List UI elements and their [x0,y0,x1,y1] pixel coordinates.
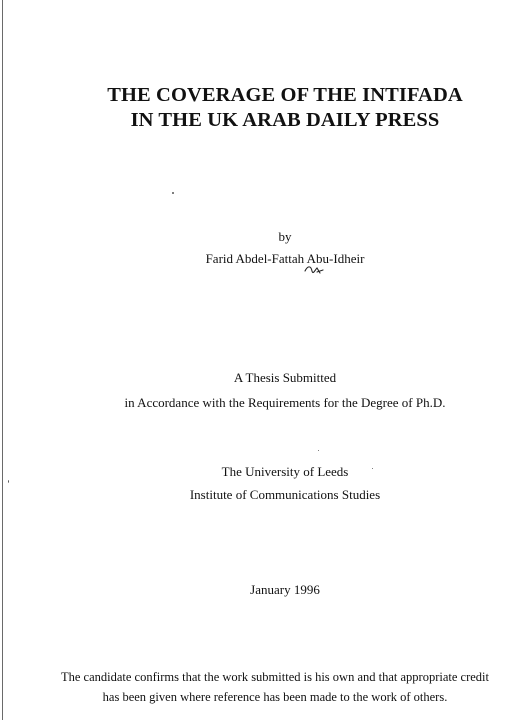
university-name: The University of Leeds [221,464,349,479]
author-name: Farid Abdel-Fattah Abu-Idheir [205,251,365,266]
thesis-title-line-1: THE COVERAGE OF THE INTIFADA [107,84,463,106]
scan-edge-line [2,0,3,720]
thesis-statement-line-1: A Thesis Submitted [233,370,337,385]
declaration-line-1: The candidate confirms that the work submitted is his own and that appropriate credit [60,670,489,684]
by-label: by [278,229,292,244]
scan-speck [318,450,319,451]
institute-name: Institute of Communications Studies [189,487,381,502]
thesis-statement-line-2: in Accordance with the Requirements for the Degree of Ph.D. [124,395,446,410]
thesis-title-line-2: IN THE UK ARAB DAILY PRESS [130,109,440,131]
scan-speck [8,480,9,483]
handwritten-initials [303,262,325,278]
declaration-line-2: has been given where reference has been made to the work of others. [102,690,448,704]
scan-speck [172,192,174,194]
submission-date: January 1996 [250,582,320,597]
